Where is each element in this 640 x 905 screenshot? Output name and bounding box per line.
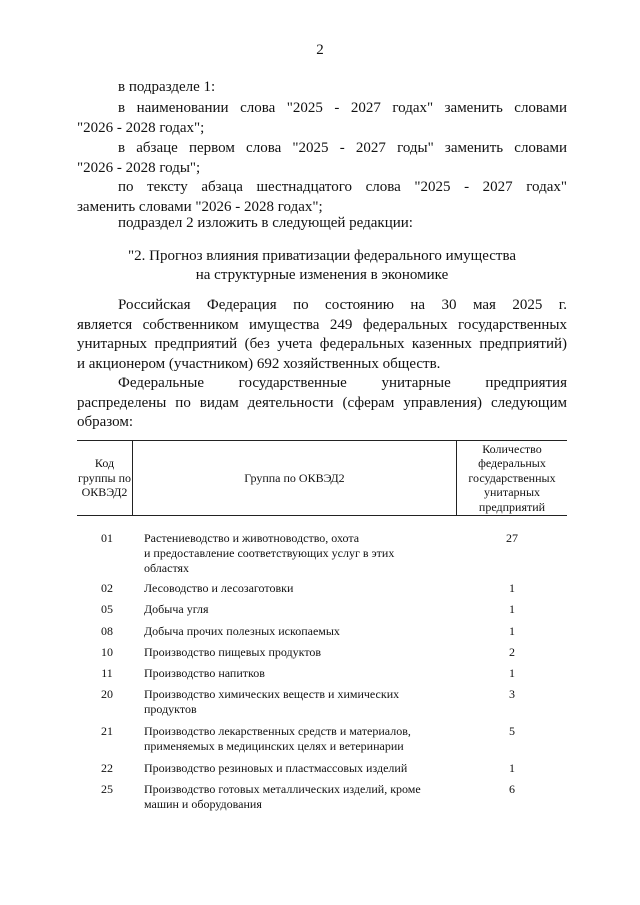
header-text: Группа по ОКВЭД2 xyxy=(244,470,345,485)
row-group xyxy=(144,602,454,617)
header-group xyxy=(133,441,457,515)
row-group-line: Лесоводство и лесозаготовки xyxy=(144,581,294,595)
row-count: 2 xyxy=(509,645,515,659)
row-code: 11 xyxy=(101,666,113,680)
header-text: группы по xyxy=(77,470,132,485)
para-text: в подразделе 1: xyxy=(118,79,216,95)
row-group xyxy=(144,666,454,681)
row-count: 1 xyxy=(509,624,515,638)
row-count: 1 xyxy=(509,761,515,775)
row-group xyxy=(144,531,454,576)
para-line: распределены по видам деятельности (сферам управления) следующим xyxy=(77,394,567,411)
row-group-line: Производство химических веществ и химических xyxy=(144,687,400,701)
para-line: в наименовании слова "2025 - 2027 годах" заменить словами xyxy=(118,100,567,116)
row-group-line: Производство готовых металлических изделий, кроме xyxy=(144,782,421,796)
para-line: образом: xyxy=(77,414,134,430)
paragraph-subsection-1 xyxy=(77,78,567,98)
para-line: "2026 - 2028 годы"; xyxy=(77,159,201,176)
section-title xyxy=(77,247,567,285)
row-code: 01 xyxy=(101,531,113,545)
row-group xyxy=(144,624,454,639)
row-group-line: Добыча угля xyxy=(144,602,209,616)
para-line: и акционером (участником) 692 хозяйственных обществ. xyxy=(77,355,441,372)
row-code: 08 xyxy=(101,624,113,638)
row-group-line: и предоставление соответствующих услуг в этих xyxy=(144,546,395,560)
page-number: 2 xyxy=(316,42,324,58)
row-group xyxy=(144,761,454,776)
paragraph-distribution xyxy=(77,374,567,433)
row-count: 27 xyxy=(506,531,518,545)
para-line: по тексту абзаца шестнадцатого слова "2025 - 2027 годах" xyxy=(118,179,567,195)
para-line: заменить словами "2026 - 2028 годах"; xyxy=(77,198,323,215)
row-code: 25 xyxy=(101,782,113,796)
row-group xyxy=(144,645,454,660)
row-code: 10 xyxy=(101,645,113,659)
row-group-line: областях xyxy=(144,561,190,575)
row-group-line: машин и оборудования xyxy=(144,797,262,811)
row-count: 5 xyxy=(509,724,515,738)
row-count: 6 xyxy=(509,782,515,796)
row-group-line: Производство лекарственных средств и материалов, xyxy=(144,724,411,738)
row-code: 20 xyxy=(101,687,113,701)
row-group-line: Производство напитков xyxy=(144,666,265,680)
header-text: ОКВЭД2 xyxy=(81,485,128,500)
header-text: предприятий xyxy=(478,499,546,514)
row-code: 21 xyxy=(101,724,113,738)
row-group-line: продуктов xyxy=(144,702,197,716)
section-title-line: "2. Прогноз влияния приватизации федерального имущества xyxy=(127,248,516,264)
header-text: унитарных xyxy=(483,485,541,500)
paragraph-first-abzac xyxy=(77,139,567,178)
para-line: в абзаце первом слова "2025 - 2027 годы" заменить словами xyxy=(118,140,567,156)
header-count xyxy=(457,441,567,515)
row-code: 05 xyxy=(101,602,113,616)
row-group-line: применяемых в медицинских целях и ветеринарии xyxy=(144,739,404,753)
row-group-line: Производство резиновых и пластмассовых изделий xyxy=(144,761,408,775)
row-group xyxy=(144,581,454,596)
paragraph-naming xyxy=(77,99,567,138)
section-title-line: на структурные изменения в экономике xyxy=(195,267,449,283)
para-text: подраздел 2 изложить в следующей редакции: xyxy=(118,215,413,231)
para-line: унитарных предприятий (без учета федеральных казенных предприятий) xyxy=(77,336,567,352)
row-group-line: Растениеводство и животноводство, охота xyxy=(144,531,360,545)
header-text: Количество xyxy=(482,441,542,456)
para-line: "2026 - 2028 годах"; xyxy=(77,119,205,136)
row-code: 02 xyxy=(101,581,113,595)
row-code: 22 xyxy=(101,761,113,775)
table-header xyxy=(77,440,567,516)
para-line: является собственником имущества 249 федеральных государственных xyxy=(77,316,567,333)
row-group xyxy=(144,782,454,812)
para-line: Российская Федерация по состоянию на 30 мая 2025 г. xyxy=(118,297,567,313)
header-code xyxy=(77,441,133,515)
paragraph-sixteenth-abzac xyxy=(77,178,567,217)
header-text: государственных xyxy=(468,470,556,485)
row-count: 1 xyxy=(509,602,515,616)
row-group-line: Добыча прочих полезных ископаемых xyxy=(144,624,340,638)
row-group xyxy=(144,687,454,717)
row-group xyxy=(144,724,454,754)
header-text: федеральных xyxy=(478,456,546,471)
para-line: Федеральные государственные унитарные предприятия xyxy=(118,375,567,391)
okved-table xyxy=(77,440,567,811)
header-text: Код xyxy=(94,456,115,471)
row-group-line: Производство пищевых продуктов xyxy=(144,645,322,659)
row-count: 1 xyxy=(509,581,515,595)
paragraph-ownership xyxy=(77,296,567,374)
paragraph-subsection-2 xyxy=(77,214,567,234)
row-count: 3 xyxy=(509,687,515,701)
row-count: 1 xyxy=(509,666,515,680)
